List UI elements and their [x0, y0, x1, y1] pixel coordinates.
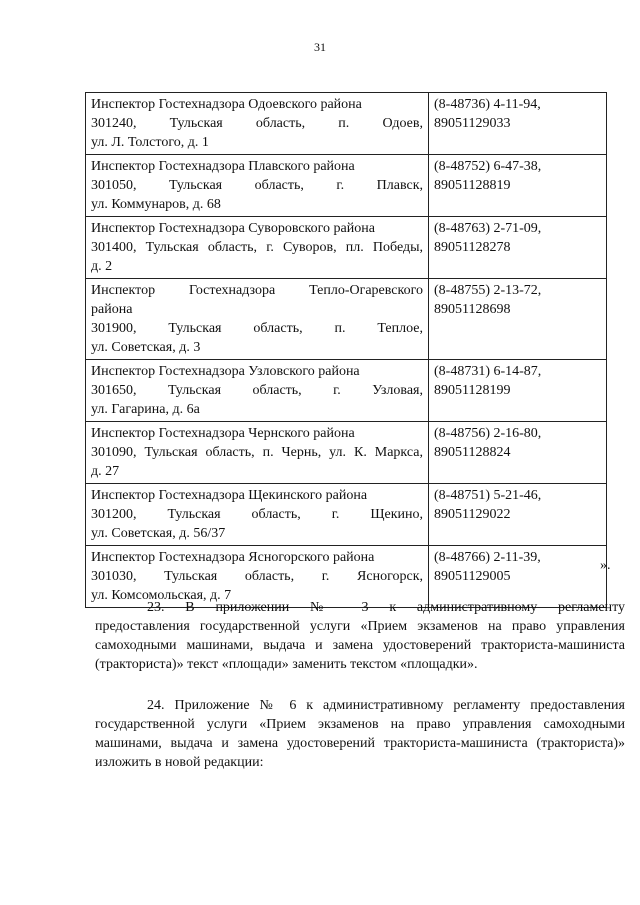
closing-quote: ». [600, 558, 611, 573]
page-number: 31 [314, 40, 326, 54]
inspector-address-line-1: 301240, Тульская область, п. Одоев, [91, 116, 423, 131]
table-row [86, 279, 607, 360]
inspector-address-line-1: 301650, Тульская область, г. Узловая, [91, 383, 423, 398]
inspector-address-line-2: ул. Гагарина, д. 6а [91, 402, 200, 417]
inspector-phone-line-1: (8-48731) 6-14-87, [434, 364, 542, 379]
inspector-phone-line-2: 89051128698 [434, 302, 511, 317]
inspector-phone-cell [429, 93, 607, 155]
paragraph-24-first-line: 24. Приложение № 6 к административному регламенту предоставления [147, 698, 625, 713]
inspector-address-cell [86, 279, 429, 360]
inspector-address-cell [86, 484, 429, 546]
inspector-phone-line-1: (8-48736) 4-11-94, [434, 97, 541, 112]
inspector-address-line-1: 301050, Тульская область, г. Плавск, [91, 178, 423, 193]
inspector-phone-line-1: (8-48766) 2-11-39, [434, 550, 541, 565]
inspector-title: Инспектор Гостехнадзора Тепло-Огаревского [91, 283, 423, 298]
inspector-address-cell [86, 93, 429, 155]
inspector-address-line-2: ул. Советская, д. 3 [91, 340, 201, 355]
inspector-address-line-1: 301900, Тульская область, п. Теплое, [91, 321, 423, 336]
table-row [86, 360, 607, 422]
inspector-phone-cell [429, 360, 607, 422]
inspector-address-line-2: ул. Комсомольская, д. 7 [91, 588, 232, 603]
inspector-phone-line-2: 89051128199 [434, 383, 511, 398]
table-row [86, 155, 607, 217]
inspector-phone-line-2: 89051129033 [434, 116, 511, 131]
table-row [86, 93, 607, 155]
inspector-phone-line-1: (8-48755) 2-13-72, [434, 283, 542, 298]
inspector-address-cell [86, 155, 429, 217]
inspector-address-line-1: 301090, Тульская область, п. Чернь, ул. К. Маркса, [91, 445, 423, 460]
inspector-phone-line-1: (8-48751) 5-21-46, [434, 488, 542, 503]
inspector-phone-cell [429, 484, 607, 546]
inspector-address-line-2: ул. Л. Толстого, д. 1 [91, 135, 209, 150]
paragraph-24-text: государственной услуги «Прием экзаменов на право управления самоходными машинами, выдача и замена удостоверений тракториста-машиниста (тракториста)» изложить в новой редакции: [95, 717, 625, 770]
inspector-phone-line-1: (8-48763) 2-71-09, [434, 221, 542, 236]
inspector-title-continued: района [91, 302, 133, 317]
inspector-phone-line-1: (8-48752) 6-47-38, [434, 159, 542, 174]
paragraph-24 [95, 696, 625, 772]
inspector-phone-line-2: 89051129022 [434, 507, 511, 522]
inspector-phone-line-2: 89051129005 [434, 569, 511, 584]
inspector-address-cell [86, 422, 429, 484]
inspectors-table-body [86, 93, 607, 608]
inspector-address-line-2: д. 2 [91, 259, 113, 274]
inspector-phone-cell [429, 155, 607, 217]
paragraph-23-first-line: 23. В приложении № 3 к административному регламенту [147, 600, 625, 615]
inspector-title: Инспектор Гостехнадзора Узловского района [91, 364, 360, 379]
inspector-title: Инспектор Гостехнадзора Ясногорского района [91, 550, 375, 565]
inspector-address-cell [86, 217, 429, 279]
inspector-phone-line-2: 89051128824 [434, 445, 511, 460]
table-row [86, 484, 607, 546]
inspector-phone-line-1: (8-48756) 2-16-80, [434, 426, 542, 441]
inspector-phone-cell [429, 279, 607, 360]
inspector-address-line-2: ул. Коммунаров, д. 68 [91, 197, 221, 212]
inspector-address-line-1: 301030, Тульская область, г. Ясногорск, [91, 569, 423, 584]
paragraph-23 [95, 598, 625, 674]
inspector-title: Инспектор Гостехнадзора Чернского района [91, 426, 355, 441]
inspector-phone-cell [429, 217, 607, 279]
inspector-title: Инспектор Гостехнадзора Щекинского района [91, 488, 368, 503]
table-row [86, 217, 607, 279]
inspectors-table [85, 92, 607, 608]
paragraph-23-text: предоставления государственной услуги «Прием экзаменов на право управления самоходными машинами, выдача и замена удостоверений тракториста-машиниста (тракториста)» текст «площади» заменить текстом «площадки». [95, 619, 625, 672]
inspector-address-line-2: д. 27 [91, 464, 120, 479]
inspector-phone-cell [429, 422, 607, 484]
inspector-phone-line-2: 89051128278 [434, 240, 511, 255]
inspector-title: Инспектор Гостехнадзора Одоевского района [91, 97, 362, 112]
table-row [86, 422, 607, 484]
inspector-address-line-1: 301200, Тульская область, г. Щекино, [91, 507, 423, 522]
inspector-address-cell [86, 360, 429, 422]
inspector-phone-line-2: 89051128819 [434, 178, 511, 193]
inspector-title: Инспектор Гостехнадзора Суворовского района [91, 221, 375, 236]
inspector-title: Инспектор Гостехнадзора Плавского района [91, 159, 355, 174]
inspector-address-line-1: 301400, Тульская область, г. Суворов, пл. Победы, [91, 240, 423, 255]
inspector-address-line-2: ул. Советская, д. 56/37 [91, 526, 226, 541]
